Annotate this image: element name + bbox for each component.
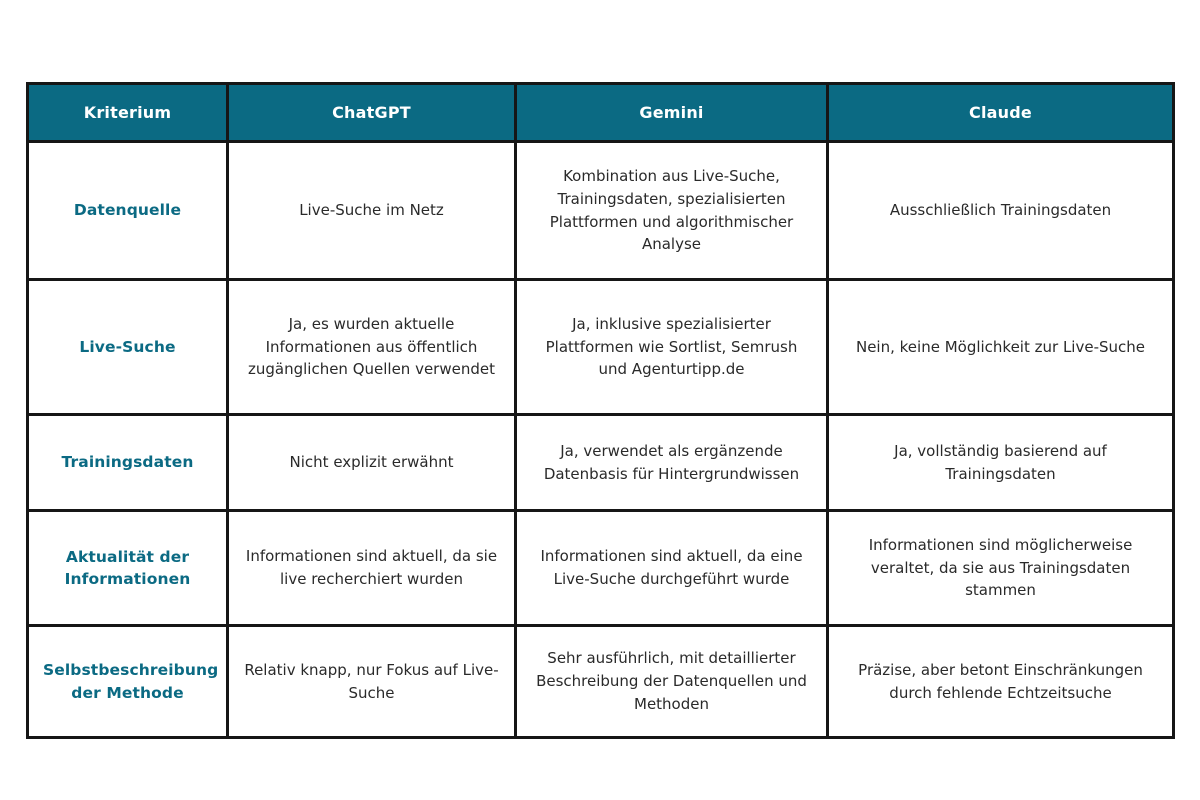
cell-live-suche-gemini: Ja, inklusive spezialisierter Plattformen wie Sortlist, Semrush und Agenturtipp.de bbox=[516, 280, 828, 415]
column-header-chatgpt: ChatGPT bbox=[228, 84, 516, 142]
cell-aktualitaet-chatgpt: Informationen sind aktuell, da sie live recherchiert wurden bbox=[228, 511, 516, 626]
row-label-datenquelle: Datenquelle bbox=[28, 142, 228, 280]
cell-trainingsdaten-chatgpt: Nicht explizit erwähnt bbox=[228, 415, 516, 511]
cell-live-suche-chatgpt: Ja, es wurden aktuelle Informationen aus öffentlich zugänglichen Quellen verwendet bbox=[228, 280, 516, 415]
row-label-trainingsdaten: Trainingsdaten bbox=[28, 415, 228, 511]
table-body bbox=[28, 142, 1174, 738]
table-header-row bbox=[28, 84, 1174, 142]
ai-model-comparison-table bbox=[26, 82, 1175, 739]
cell-selbstbeschreibung-chatgpt: Relativ knapp, nur Fokus auf Live-Suche bbox=[228, 626, 516, 738]
table-row bbox=[28, 142, 1174, 280]
cell-trainingsdaten-gemini: Ja, verwendet als ergänzende Datenbasis für Hintergrundwissen bbox=[516, 415, 828, 511]
cell-selbstbeschreibung-claude: Präzise, aber betont Einschränkungen durch fehlende Echtzeitsuche bbox=[828, 626, 1174, 738]
row-label-selbstbeschreibung-der-methode: Selbstbeschreibung der Methode bbox=[28, 626, 228, 738]
cell-aktualitaet-claude: Informationen sind möglicherweise veraltet, da sie aus Trainingsdaten stammen bbox=[828, 511, 1174, 626]
cell-datenquelle-claude: Ausschließlich Trainingsdaten bbox=[828, 142, 1174, 280]
cell-aktualitaet-gemini: Informationen sind aktuell, da eine Live-Suche durchgeführt wurde bbox=[516, 511, 828, 626]
table-row bbox=[28, 626, 1174, 738]
cell-selbstbeschreibung-gemini: Sehr ausführlich, mit detaillierter Beschreibung der Datenquellen und Methoden bbox=[516, 626, 828, 738]
cell-datenquelle-chatgpt: Live-Suche im Netz bbox=[228, 142, 516, 280]
table-row bbox=[28, 511, 1174, 626]
table-row bbox=[28, 280, 1174, 415]
row-label-aktualitaet-der-informationen: Aktualität der Informationen bbox=[28, 511, 228, 626]
column-header-criterion: Kriterium bbox=[28, 84, 228, 142]
cell-trainingsdaten-claude: Ja, vollständig basierend auf Trainingsdaten bbox=[828, 415, 1174, 511]
cell-live-suche-claude: Nein, keine Möglichkeit zur Live-Suche bbox=[828, 280, 1174, 415]
column-header-claude: Claude bbox=[828, 84, 1174, 142]
table-header bbox=[28, 84, 1174, 142]
cell-datenquelle-gemini: Kombination aus Live-Suche, Trainingsdaten, spezialisierten Plattformen und algorithmischer Analyse bbox=[516, 142, 828, 280]
column-header-gemini: Gemini bbox=[516, 84, 828, 142]
table-row bbox=[28, 415, 1174, 511]
row-label-live-suche: Live-Suche bbox=[28, 280, 228, 415]
